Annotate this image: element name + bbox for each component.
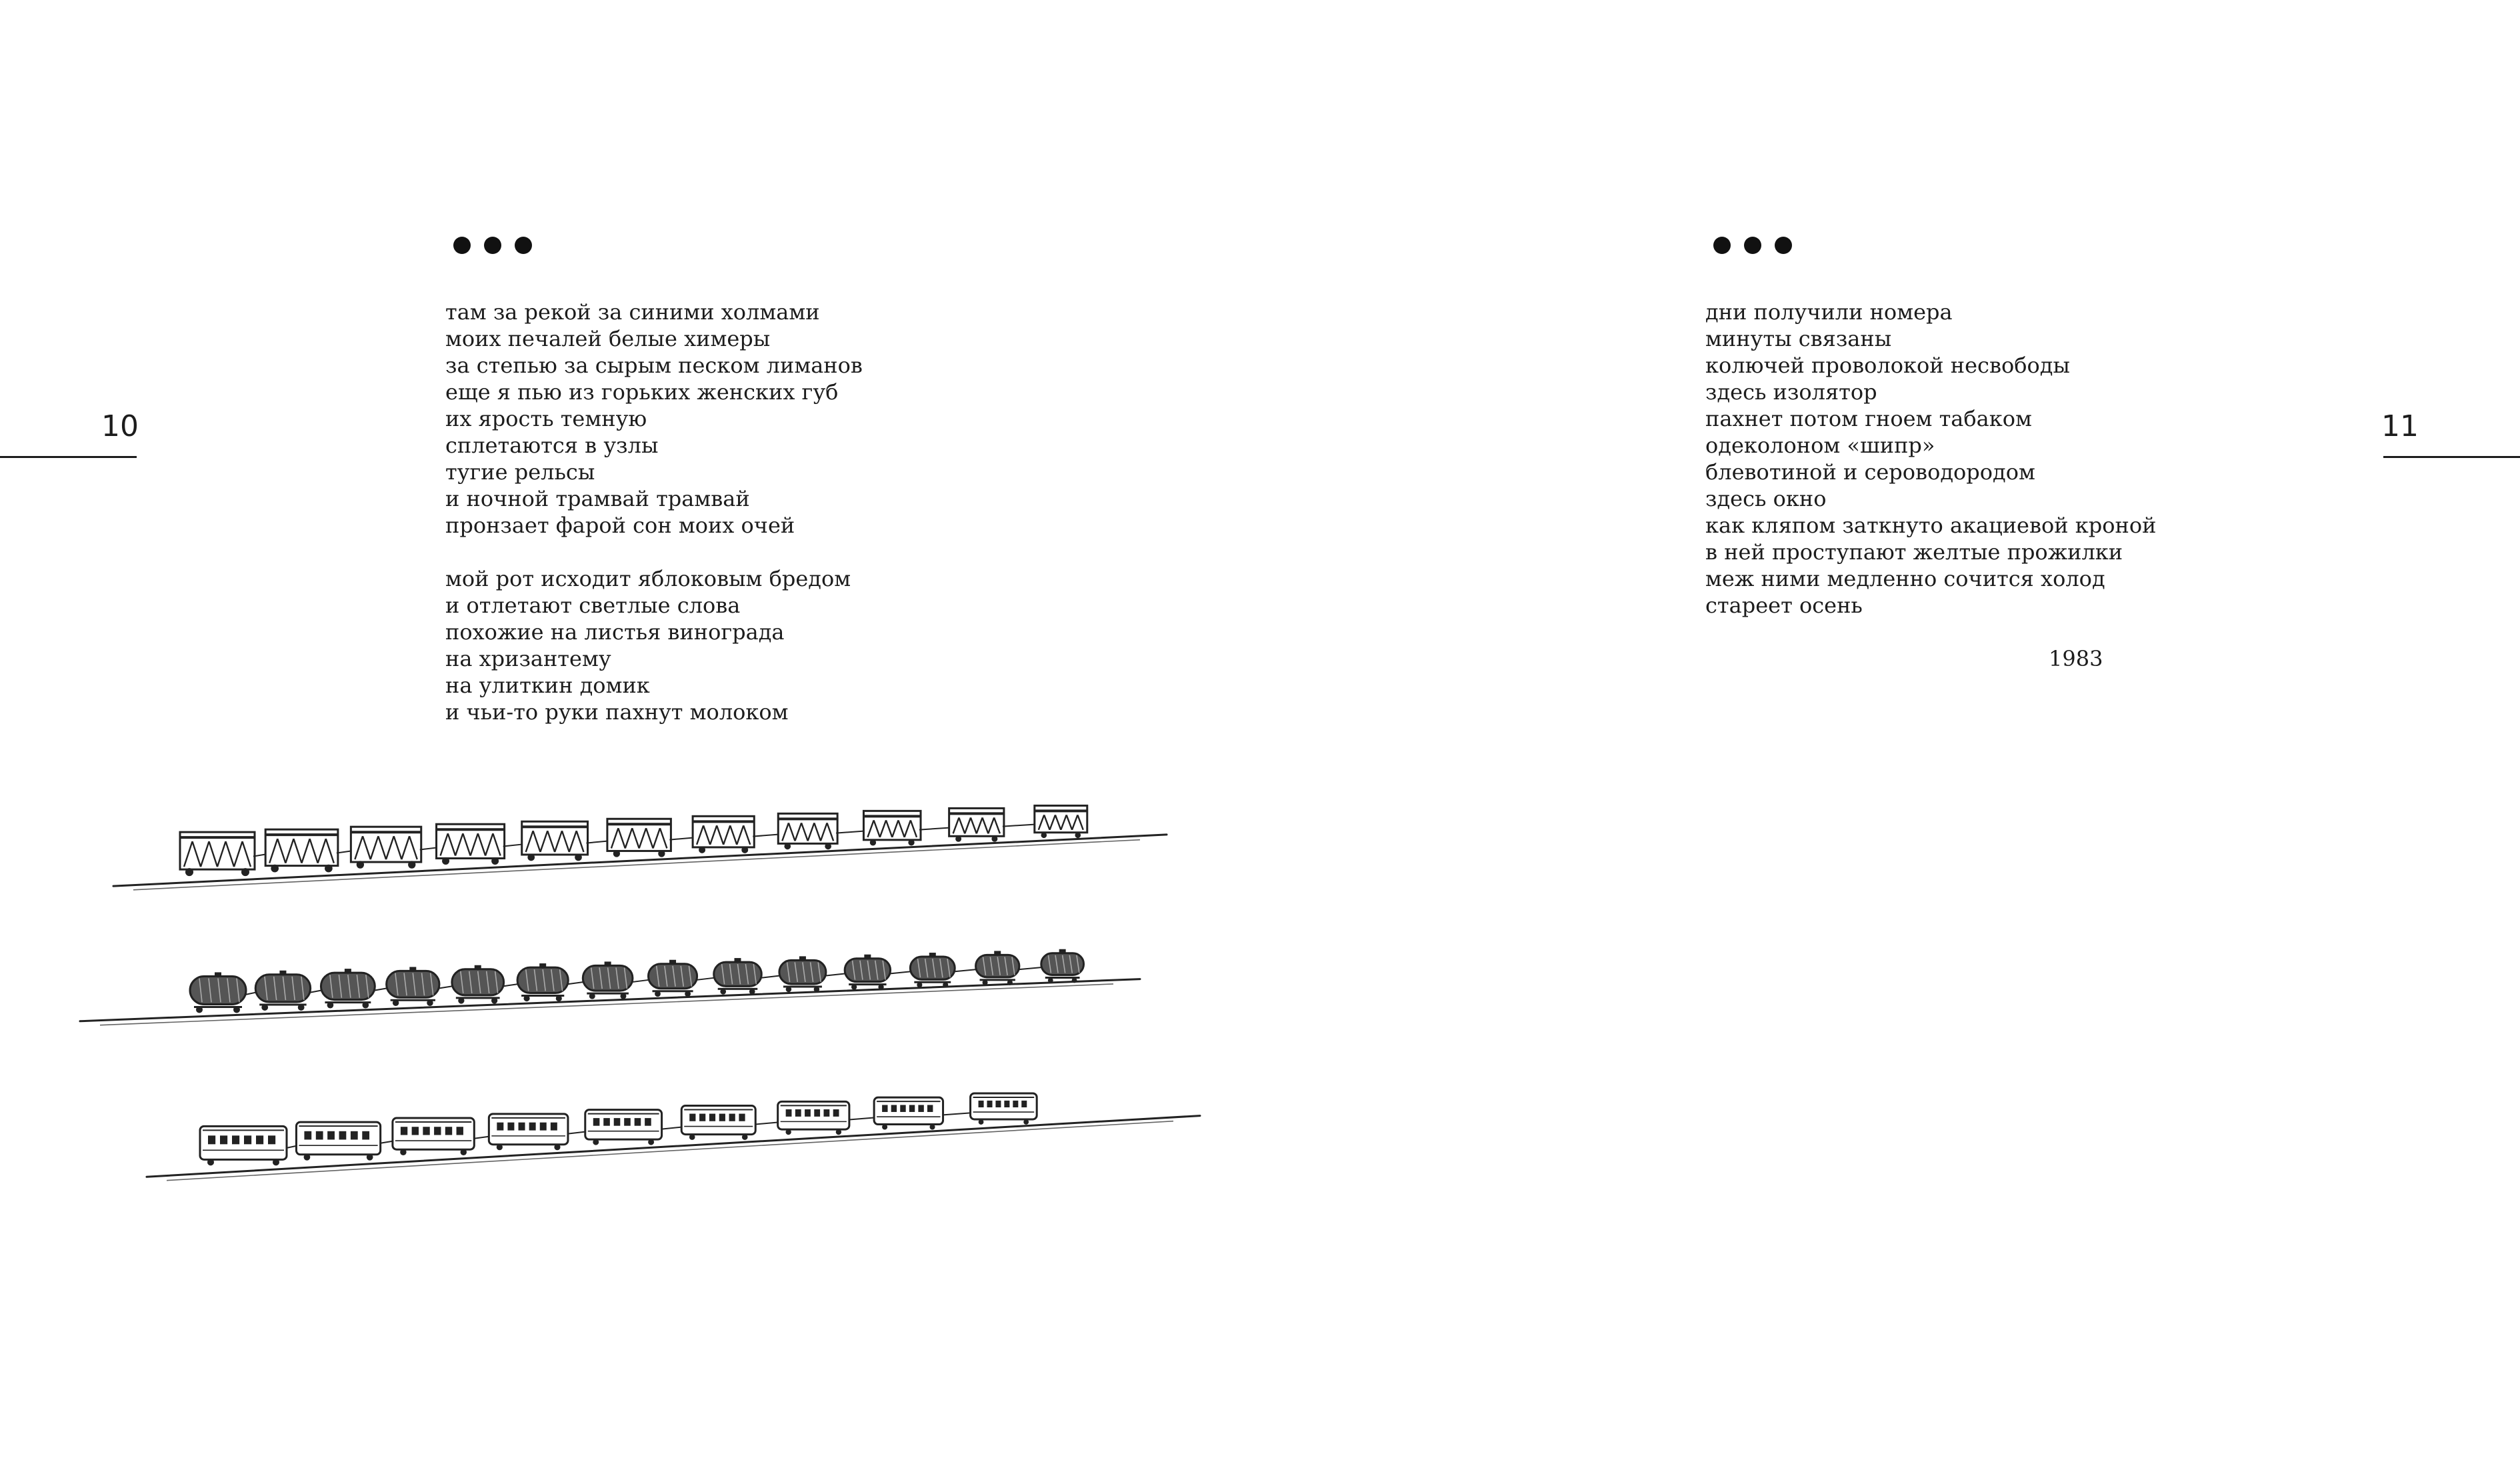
train-car: [1041, 949, 1084, 983]
poem-line: моих печалей белые химеры: [445, 326, 771, 351]
ornament-dot: [453, 237, 471, 254]
train-car: [971, 1093, 1037, 1125]
train-car: [351, 827, 436, 869]
poem-line: здесь окно: [1705, 486, 1827, 511]
page-number-rule-right: [2383, 456, 2520, 458]
train-car: [180, 832, 265, 876]
poem-line: и ночной трамвай трамвай: [445, 486, 750, 511]
train-car: [607, 819, 693, 857]
train-car: [387, 967, 452, 1006]
poem-line: тугие рельсы: [445, 459, 595, 485]
train-car: [976, 951, 1041, 985]
poem-line: за степью за сырым песком лиманов: [445, 353, 863, 378]
train-car: [393, 1118, 489, 1155]
train-car: [778, 813, 863, 849]
train-car: [681, 1105, 777, 1139]
poem-line: минуты связаны: [1705, 326, 1892, 351]
poem-line: меж ними медленно сочится холод: [1705, 566, 2105, 591]
page-number-right: 11: [2381, 409, 2419, 443]
trains-illustration: [67, 787, 1227, 1200]
trains-drawing: [67, 787, 1227, 1200]
train-car: [585, 1110, 681, 1145]
poem-line: похожие на листья винограда: [445, 619, 785, 645]
poem-line: в ней проступают желтые прожилки: [1705, 539, 2123, 565]
poem-line: пронзает фарой сон моих очей: [445, 513, 795, 538]
page-number-left: 10: [101, 409, 139, 443]
ornament-dot: [1713, 237, 1731, 254]
train-freight-wagons: [113, 805, 1167, 889]
train-car: [1035, 805, 1087, 838]
ornament-dot: [1775, 237, 1792, 254]
poem-line: колючей проволокой несвободы: [1705, 353, 2070, 378]
train-tank-cars: [80, 949, 1140, 1025]
train-car: [910, 953, 975, 987]
stanza: [445, 299, 1045, 539]
poem-ornament-right: [1713, 237, 1792, 254]
poem-ornament-left: [453, 237, 532, 254]
stanza-gap: [445, 539, 1045, 565]
train-car: [296, 1122, 392, 1160]
poem-line: мой рот исходит яблоковым бредом: [445, 566, 851, 591]
poem-line: их ярость темную: [445, 406, 647, 431]
poem-line: как кляпом заткнуто акациевой кроной: [1705, 513, 2157, 538]
train-car: [845, 955, 910, 990]
train-car: [693, 816, 778, 853]
poem-line: на хризантему: [445, 646, 611, 671]
train-car: [863, 811, 949, 845]
train-car: [255, 971, 321, 1011]
train-car: [583, 961, 648, 999]
train-car: [649, 960, 714, 997]
train-car: [779, 956, 845, 992]
poem-line: и отлетают светлые слова: [445, 593, 741, 618]
train-car: [517, 963, 583, 1001]
train-passenger-cars: [147, 1093, 1200, 1181]
poem-line: одеколоном «шипр»: [1705, 433, 1935, 458]
page-number-rule-left: [0, 456, 137, 458]
train-car: [489, 1114, 585, 1150]
poem-left: [445, 299, 1045, 725]
ornament-dot: [484, 237, 501, 254]
poem-line: блевотиной и сероводородом: [1705, 459, 2035, 485]
poem-line: стареет осень: [1705, 593, 1863, 618]
train-car: [200, 1126, 296, 1165]
poem-line: пахнет потом гноем табаком: [1705, 406, 2032, 431]
train-car: [949, 808, 1035, 841]
train-car: [874, 1097, 970, 1129]
stanza: [1705, 299, 2305, 619]
train-car: [321, 969, 386, 1008]
train-car: [265, 829, 351, 872]
poem-line: здесь изолятор: [1705, 379, 1877, 405]
poem-line: там за рекой за синими холмами: [445, 299, 820, 325]
train-car: [437, 824, 522, 865]
poem-line: дни получили номера: [1705, 299, 1953, 325]
stanza: [445, 565, 1045, 725]
ornament-dot: [1744, 237, 1761, 254]
train-car: [190, 972, 255, 1013]
train-car: [714, 958, 779, 995]
poem-line: еще я пью из горьких женских губ: [445, 379, 839, 405]
poem-right: [1705, 299, 2305, 619]
poem-year: 1983: [2049, 646, 2103, 671]
poem-line: на улиткин домик: [445, 673, 650, 698]
train-car: [452, 965, 517, 1004]
train-car: [778, 1101, 874, 1135]
train-car: [522, 821, 607, 861]
poem-line: и чьи-то руки пахнут молоком: [445, 699, 789, 725]
poem-line: сплетаются в узлы: [445, 433, 659, 458]
ornament-dot: [515, 237, 532, 254]
